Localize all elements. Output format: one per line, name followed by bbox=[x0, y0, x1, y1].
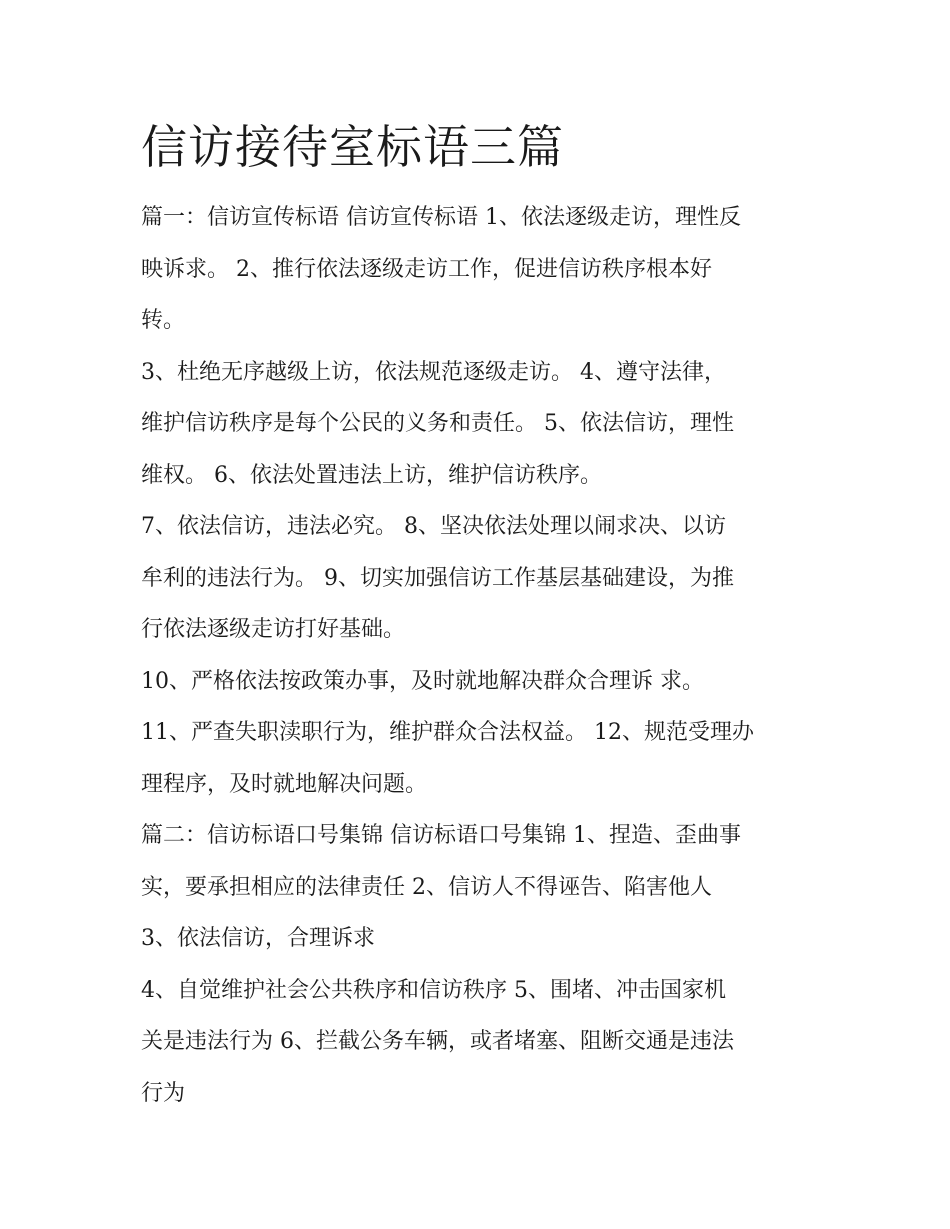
text-line: 7、依法信访，违法必究。 8、坚决依法处理以闹求决、以访 bbox=[141, 514, 726, 539]
text-line: 行依法逐级走访打好基础。 bbox=[141, 617, 406, 642]
text-line: 行为 bbox=[141, 1080, 186, 1106]
text-line: 篇一：信访宣传标语 信访宣传标语 1、依法逐级走访，理性反 bbox=[141, 205, 741, 230]
text-line: 维护信访秩序是每个公民的义务和责任。 5、依法信访，理性 bbox=[141, 411, 734, 436]
document-title: 信访接待室标语三篇 bbox=[141, 120, 564, 174]
text-line: 篇二：信访标语口号集锦 信访标语口号集锦 1、捏造、歪曲事 bbox=[141, 823, 741, 848]
document-body bbox=[141, 192, 821, 1119]
text-line: 3、依法信访，合理诉求 bbox=[141, 926, 375, 951]
text-line: 维权。 6、依法处置违法上访，维护信访秩序。 bbox=[141, 462, 602, 488]
text-line: 实，要承担相应的法律责任 2、信访人不得诬告、陷害他人 bbox=[141, 874, 712, 900]
text-line: 11、严查失职渎职行为，维护群众合法权益。 12、规范受理办 bbox=[141, 720, 754, 745]
text-line: 4、自觉维护社会公共秩序和信访秩序 5、围堵、冲击国家机 bbox=[141, 977, 726, 1003]
text-line: 3、杜绝无序越级上访，依法规范逐级走访。 4、遵守法律， bbox=[141, 359, 726, 385]
text-line: 转。 bbox=[141, 308, 186, 333]
text-line: 牟利的违法行为。 9、切实加强信访工作基层基础建设，为推 bbox=[141, 565, 734, 591]
text-line: 映诉求。 2、推行依法逐级走访工作，促进信访秩序根本好 bbox=[141, 256, 712, 282]
text-line: 10、严格依法按政策办事，及时就地解决群众合理诉 求。 bbox=[141, 668, 704, 694]
text-line: 理程序，及时就地解决问题。 bbox=[141, 771, 428, 797]
text-line: 关是违法行为 6、拦截公务车辆，或者堵塞、阻断交通是违法 bbox=[141, 1029, 734, 1054]
document-page bbox=[141, 112, 821, 1119]
